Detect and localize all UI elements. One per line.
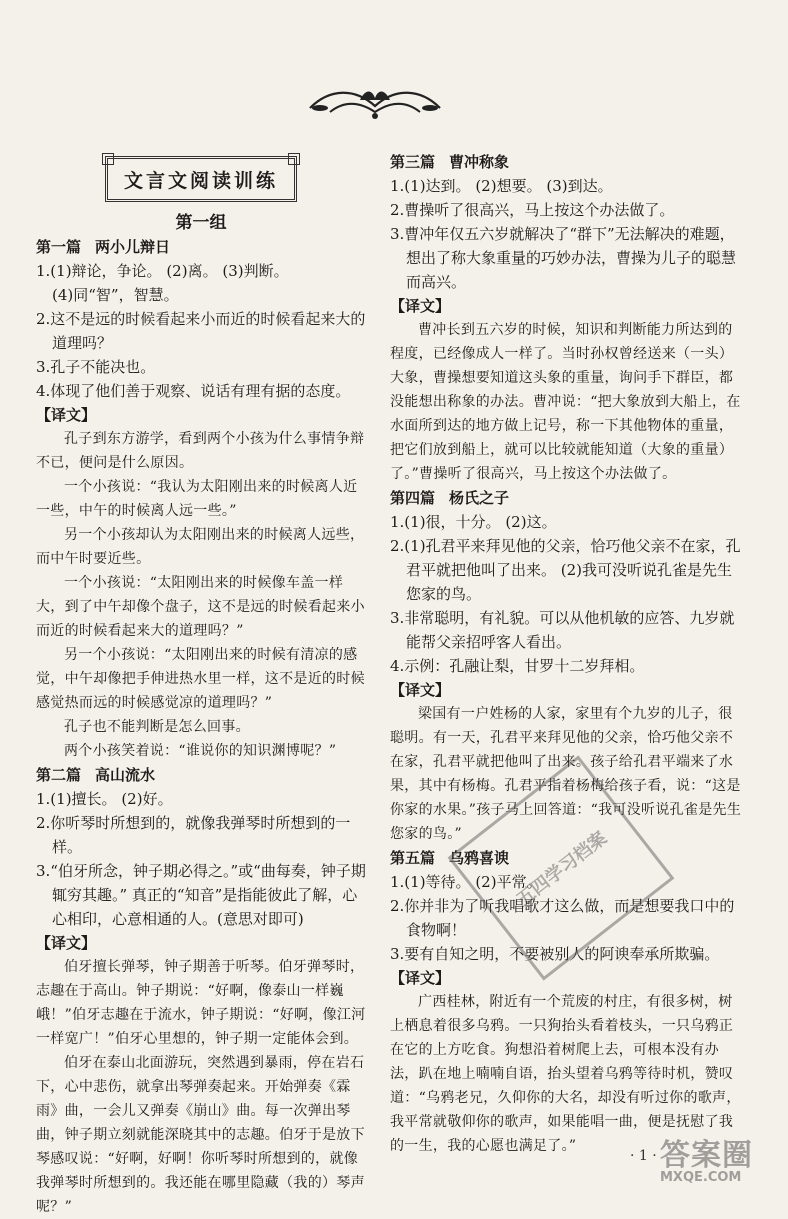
group-title: 第一组	[175, 213, 227, 233]
translation-tag: 【译文】	[36, 406, 97, 424]
answer-line: 3.曹冲年仅五六岁就解决了“群下”无法解决的难题，想出了称大象重量的巧妙办法，曹操为儿子的聪慧而高兴。	[390, 225, 737, 291]
translation-tag: 【译文】	[390, 969, 451, 987]
watermark-logo	[660, 1130, 780, 1190]
answer-line: 2.你听琴时所想到的，就像我弹琴时所想到的一样。	[36, 814, 351, 856]
answer-line: 3.要有自知之明，不要被别人的阿谀奉承所欺骗。	[390, 945, 720, 963]
answer-line: 1.(1)很，十分。 (2)这。	[390, 513, 557, 531]
section-heading-4	[390, 486, 742, 510]
translation-paragraph: 曹冲长到五六岁的时候，知识和判断能力所达到的程度，已经像成人一样了。当时孙权曾经送来（一头）大象，曹操想要知道这头象的重量，询问手下群臣，都没能想出称象的办法。曹冲说：“把大象放到大船上，在水面所到达的地方做上记号，称一下其他物体的重量，把它们放到船上，就可以比较就能知道（大象的重量）了。”曹操听了很高兴，马上按这个办法做了。	[390, 322, 741, 482]
answer-line: 2.曹操听了很高兴，马上按这个办法做了。	[390, 201, 675, 219]
translation-paragraph: 伯牙在泰山北面游玩，突然遇到暴雨，停在岩石下，心中悲伤，就拿出琴弹奏起来。开始弹奏《霖雨》曲，一会儿又弹奏《崩山》曲。每一次弹出琴曲，钟子期立刻就能深晓其中的志趣。伯牙于是放下琴感叹说：“好啊，好啊！你听琴时所想到的，就像我弹琴时所想到的。我还能在哪里隐藏（我的）琴声呢？”	[36, 1055, 365, 1215]
left-column	[36, 150, 366, 1219]
answer-line: 1.(1)辩论，争论。 (2)离。 (3)判断。	[36, 262, 289, 280]
banner-text: 文言文阅读训练	[123, 169, 278, 192]
answer-line: 1.(1)达到。 (2)想要。 (3)到达。	[390, 177, 613, 195]
page-number: · 1 ·	[630, 1148, 657, 1164]
ornament-divider-icon	[300, 78, 450, 124]
section-title: 乌鸦喜谀	[449, 849, 510, 867]
translation-tag: 【译文】	[36, 934, 97, 952]
section-label: 第三篇	[390, 153, 436, 171]
answer-line: 4.示例：孔融让梨，甘罗十二岁拜相。	[390, 657, 645, 675]
section-label: 第一篇	[36, 238, 82, 256]
translation-paragraph: 梁国有一户姓杨的人家，家里有个九岁的儿子，很聪明。有一天，孔君平来拜见他的父亲，恰巧他父亲不在家，孔君平就把他叫了出来。孩子给孔君平端来了水果，其中有杨梅。孔君平指着杨梅给孩子看，说：“这是你家的水果。”孩子马上回答道：“我可没听说孔雀是先生您家的鸟。”	[390, 706, 742, 842]
translation-paragraph: 广西桂林，附近有一个荒废的村庄，有很多树，树上栖息着很多乌鸦。一只狗抬头看着枝头，一只乌鸦正在它的上方吃食。狗想沿着树爬上去，可根本没有办法，趴在地上喃喃自语，抬头望着乌鸦等待时机，赞叹道：“乌鸦老兄，久仰你的大名，却没有听过你的歌声，我平常就敬仰你的歌声，如果能唱一曲，便是抚慰了我的一生，我的心愿也满足了。”	[390, 994, 741, 1154]
translation-paragraph: 一个小孩说：“太阳刚出来的时候像车盖一样大，到了中午却像个盘子，这不是远的时候看起来小而近的时候看起来大的道理吗？”	[36, 575, 365, 639]
section-heading-2	[36, 763, 366, 787]
answer-line: 1.(1)等待。 (2)平常。	[390, 873, 542, 891]
translation-tag: 【译文】	[390, 681, 451, 699]
section-label: 第四篇	[390, 489, 436, 507]
translation-paragraph: 伯牙擅长弹琴，钟子期善于听琴。伯牙弹琴时，志趣在于高山。钟子期说：“好啊，像泰山一样巍峨！”伯牙志趣在于流水，钟子期说：“好啊，像江河一样宽广！”伯牙心里想的，钟子期一定能体会到。	[36, 959, 366, 1047]
answer-line: 3.孔子不能决也。	[36, 358, 156, 376]
section-title: 曹冲称象	[449, 153, 510, 171]
section-heading-3	[390, 150, 742, 174]
section-label: 第五篇	[390, 849, 436, 867]
translation-paragraph: 另一个小孩说：“太阳刚出来的时候有清凉的感觉，中午却像把手伸进热水里一样，这不是近的时候感觉热而远的时候感觉凉的道理吗？”	[36, 647, 365, 711]
answer-line: 4.体现了他们善于观察、说话有理有据的态度。	[36, 382, 351, 400]
section-heading-5	[390, 846, 742, 870]
section-title: 两小儿辩日	[95, 238, 171, 256]
section-banner	[105, 156, 297, 202]
section-title: 杨氏之子	[449, 489, 510, 507]
answer-line: 2.你并非为了听我唱歌才这么做，而是想要我口中的食物啊！	[390, 897, 735, 939]
answer-line: 1.(1)擅长。 (2)好。	[36, 790, 173, 808]
answer-line: 2.(1)孔君平来拜见他的父亲，恰巧他父亲不在家，孔君平就把他叫了出来。 (2)我可没听说孔雀是先生您家的鸟。	[390, 537, 741, 603]
translation-paragraph: 孔子到东方游学，看到两个小孩为什么事情争辩不已，便问是什么原因。	[36, 431, 365, 471]
translation-paragraph: 一个小孩说：“我认为太阳刚出来的时候离人近一些，中午的时候离人远一些。”	[36, 479, 358, 519]
watermark-sub: MXQE.COM	[660, 1170, 742, 1185]
stamp-text: 五四学习档案	[512, 827, 611, 911]
translation-paragraph: 孔子也不能判断是怎么回事。	[64, 719, 250, 735]
watermark-main: 答案圈	[660, 1138, 753, 1173]
answer-line: 2.这不是远的时候看起来小而近的时候看起来大的道理吗？	[36, 310, 366, 352]
section-title: 高山流水	[95, 766, 156, 784]
right-column	[390, 150, 742, 1158]
translation-paragraph: 另一个小孩却认为太阳刚出来的时候离人远些，而中午时要近些。	[36, 527, 365, 567]
translation-tag: 【译文】	[390, 297, 451, 315]
section-label: 第二篇	[36, 766, 82, 784]
answer-line: 3.非常聪明，有礼貌。可以从他机敏的应答、九岁就能帮父亲招呼客人看出。	[390, 609, 735, 651]
answer-line: (4)同“智”，智慧。	[52, 286, 179, 304]
translation-paragraph: 两个小孩笑着说：“谁说你的知识渊博呢？”	[64, 743, 337, 759]
answer-line: 3.“伯牙所念，钟子期必得之。”或“曲每奏，钟子期辄穷其趣。” 真正的“知音”是指能彼此了解，心心相印，心意相通的人。(意思对即可)	[36, 862, 366, 928]
section-heading-1	[36, 235, 366, 259]
